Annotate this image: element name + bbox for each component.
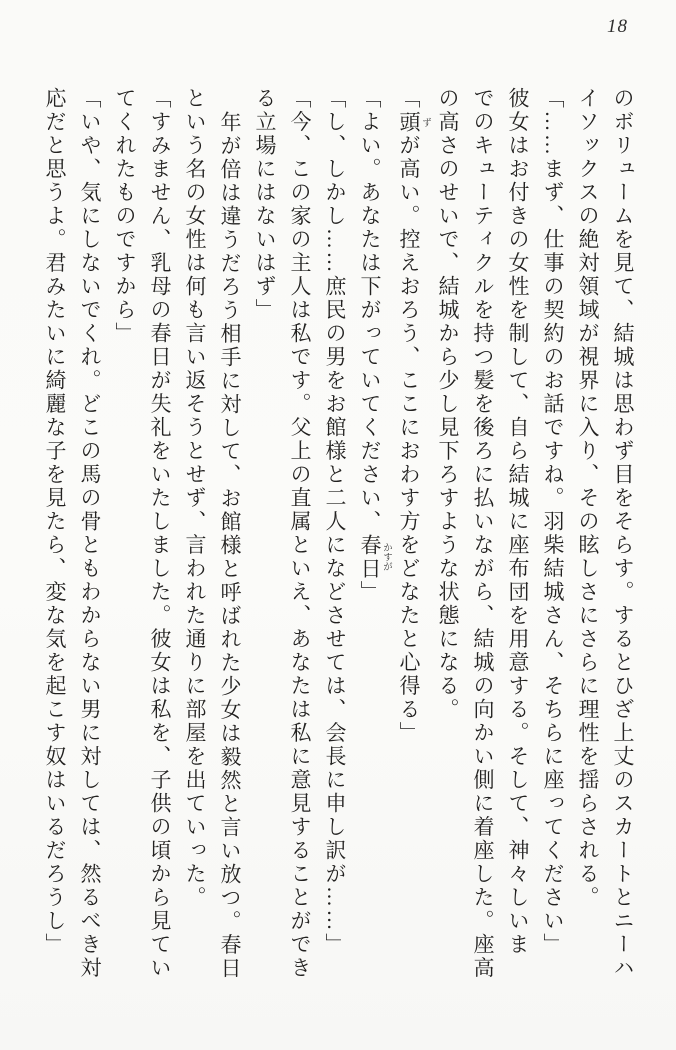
text-line: 応だと思うよ。君みたいに綺麗な子を見たら、変な気を起こす奴はいるだろうし」: [43, 87, 67, 957]
text-line: という名の女性は何も言い返そうとせず、言われた通りに部屋を出ていった。: [183, 87, 207, 910]
text-line: 「すみません、乳母の春日が失礼をいたしました。彼女は私を、子供の頃から見てい: [148, 87, 172, 980]
text-line: 「よい。あなたは下がっていてください、春日 かすが」: [358, 87, 391, 604]
text-block: [37, 87, 640, 1015]
text-line: イソックスの絶対領域が視界に入り、その眩しさにさらに理性を揺らされる。: [576, 87, 600, 910]
text-line: 「いや、気にしないでくれ。どこの馬の骨ともわからない男に対しては、然るべき対: [78, 87, 102, 980]
text-line: 「今、この家の主人は私です。父上の直属といえ、あなたは私に意見することができ: [288, 87, 312, 980]
text-line: のボリュームを見て、結城は思わず目をそらす。するとひざ上丈のスカートとニーハ: [611, 87, 635, 980]
text-line: る立場にはないはず」: [253, 87, 277, 322]
text-line: 年が倍は違うだろう相手に対して、お館様と呼ばれた少女は毅然と言い放つ。春日: [218, 111, 242, 981]
text-line: 「頭 ずが高い。控えおろう、ここにおわす方をどなたと心得る」: [397, 87, 430, 745]
ruby-annotated-word: 頭 ず: [397, 110, 430, 134]
text-line: てくれたものですから」: [113, 87, 137, 346]
text-line: 彼女はお付きの女性を制して、自ら結城に座布団を用意する。そして、神々しいま: [506, 87, 530, 957]
text-line: でのキューティクルを持つ髪を後ろに払いながら、結城の向かい側に着座した。座高: [471, 87, 495, 980]
text-line: 「……まず、仕事の契約のお話ですね。羽柴結城さん、そちらに座ってください」: [541, 87, 565, 957]
text-line: 「し、しかし……庶民の男をお館様と二人になどさせては、会長に申し訳が……」: [323, 87, 347, 957]
ruby-annotated-word: 春日 かすが: [358, 533, 391, 581]
text-line: の高さのせいで、結城から少し見下ろすような状態になる。: [436, 87, 460, 722]
page-number: 18: [607, 16, 628, 37]
